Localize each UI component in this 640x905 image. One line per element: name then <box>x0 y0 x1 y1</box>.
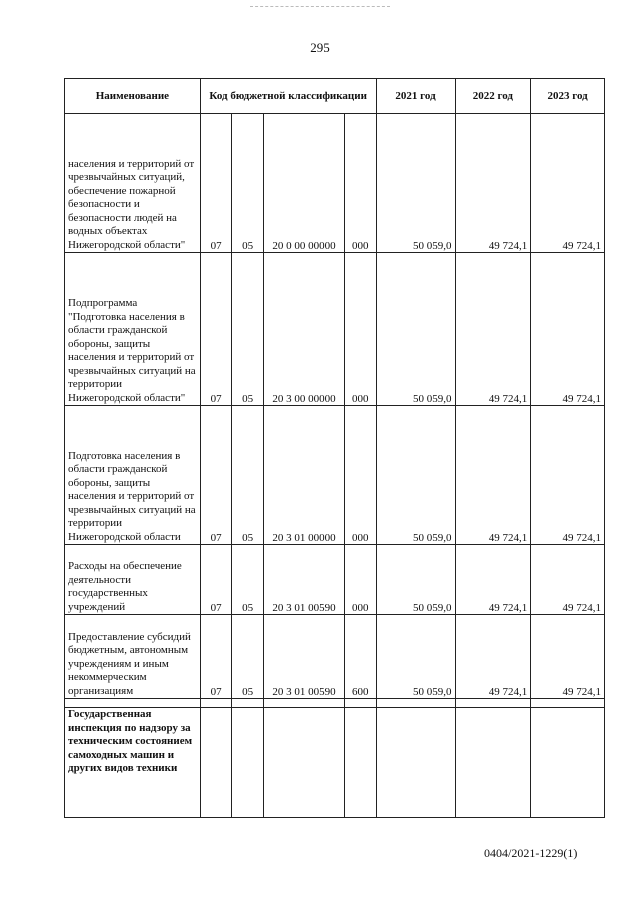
row-2021-value: 50 059,0 <box>376 114 455 253</box>
row-subsection: 05 <box>232 406 264 545</box>
row-2023-value: 49 724,1 <box>531 406 605 545</box>
budget-table <box>64 78 605 818</box>
row-target-code: 20 3 01 00000 <box>263 406 344 545</box>
table-row <box>65 253 605 406</box>
row-target-code: 20 3 01 00590 <box>263 615 344 699</box>
document-code: 0404/2021-1229(1) <box>484 846 578 860</box>
scan-top-marks <box>250 6 390 8</box>
row-2022-value: 49 724,1 <box>455 406 531 545</box>
row-expense-type: 000 <box>344 406 376 545</box>
row-section: 07 <box>200 406 232 545</box>
row-name: Подпрограмма "Подготовка населения в области гражданской обороны, защиты населения и территорий от чрезвычайных ситуаций на территории Нижегородской области" <box>65 253 201 406</box>
table-row <box>65 114 605 253</box>
row-2023-value: 49 724,1 <box>531 615 605 699</box>
row-subsection: 05 <box>232 545 264 615</box>
row-name: Подготовка населения в области гражданской обороны, защиты населения и территорий от чрезвычайных ситуаций на территории Нижегородской области <box>65 406 201 545</box>
row-section: 07 <box>200 615 232 699</box>
row-2023-value: 49 724,1 <box>531 114 605 253</box>
header-name: Наименование <box>65 79 201 114</box>
row-2021-value: 50 059,0 <box>376 615 455 699</box>
row-expense-type: 600 <box>344 615 376 699</box>
row-section: 07 <box>200 253 232 406</box>
row-2022-value: 49 724,1 <box>455 615 531 699</box>
row-expense-type: 000 <box>344 545 376 615</box>
header-2021: 2021 год <box>376 79 455 114</box>
row-subsection: 05 <box>232 114 264 253</box>
row-name: Расходы на обеспечение деятельности государственных учреждений <box>65 545 201 615</box>
row-target-code: 20 3 00 00000 <box>263 253 344 406</box>
row-name: населения и территорий от чрезвычайных ситуаций, обеспечение пожарной безопасности и безопасности людей на водных объектах Нижегородской области" <box>65 114 201 253</box>
row-target-code: 20 0 00 00000 <box>263 114 344 253</box>
row-expense-type: 000 <box>344 253 376 406</box>
row-subsection: 05 <box>232 253 264 406</box>
row-2023-value: 49 724,1 <box>531 545 605 615</box>
header-row <box>65 79 605 114</box>
page-number: 295 <box>310 40 330 55</box>
row-2021-value: 50 059,0 <box>376 406 455 545</box>
row-section: 07 <box>200 545 232 615</box>
table-row <box>65 615 605 699</box>
row-name: Предоставление субсидий бюджетным, автономным учреждениям и иным некоммерческим организациям <box>65 615 201 699</box>
table-row <box>65 406 605 545</box>
table-row <box>65 708 605 818</box>
section-heading: Государственная инспекция по надзору за техническим состоянием самоходных машин и других видов техники <box>65 708 201 818</box>
row-2022-value: 49 724,1 <box>455 253 531 406</box>
row-2022-value: 49 724,1 <box>455 114 531 253</box>
row-2023-value: 49 724,1 <box>531 253 605 406</box>
row-expense-type: 000 <box>344 114 376 253</box>
row-2021-value: 50 059,0 <box>376 253 455 406</box>
table-row <box>65 545 605 615</box>
row-target-code: 20 3 01 00590 <box>263 545 344 615</box>
row-section: 07 <box>200 114 232 253</box>
header-2023: 2023 год <box>531 79 605 114</box>
row-2022-value: 49 724,1 <box>455 545 531 615</box>
header-code: Код бюджетной классификации <box>200 79 376 114</box>
row-subsection: 05 <box>232 615 264 699</box>
header-2022: 2022 год <box>455 79 531 114</box>
spacer-row <box>65 699 605 708</box>
row-2021-value: 50 059,0 <box>376 545 455 615</box>
